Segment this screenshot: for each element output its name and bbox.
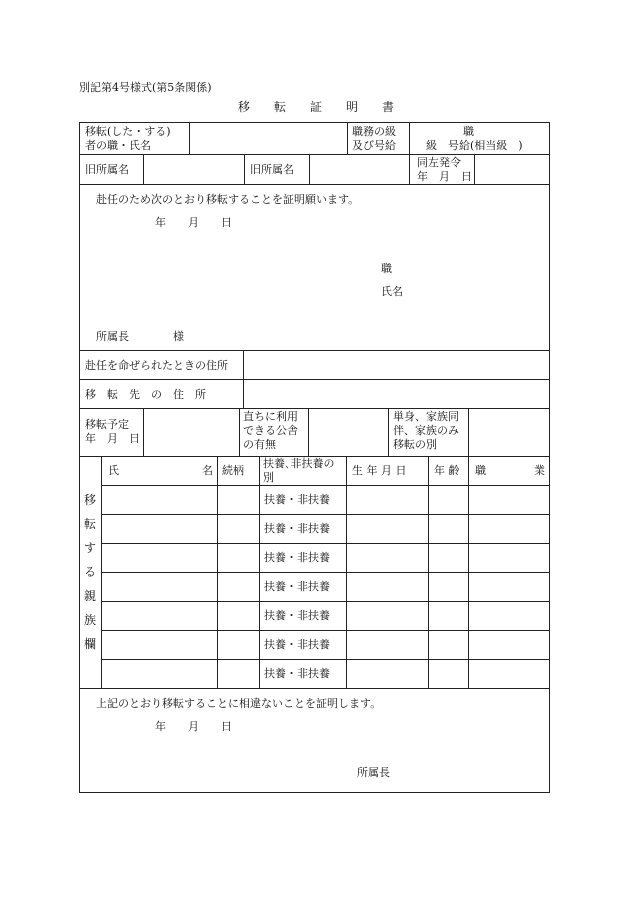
divider: [409, 154, 410, 184]
header-birthdate: 生 年 月 日: [352, 464, 407, 477]
divider: [79, 350, 550, 351]
header-relation: 続柄: [222, 464, 244, 477]
request-position: 職: [381, 262, 392, 275]
divider: [474, 154, 475, 184]
divider: [101, 630, 550, 631]
document-title: 移 転 証 明 書: [238, 100, 395, 114]
grade-value-line2: 級 号給(相当級 ): [426, 139, 523, 152]
header-name-2: 名: [202, 464, 213, 477]
divider: [101, 601, 550, 602]
dependent-cell: 扶養・非扶養: [264, 580, 330, 593]
grade-label-line1: 職務の級: [352, 125, 396, 138]
mover-label-line1: 移転(した・する): [85, 125, 171, 138]
request-text: 赴任のため次のとおり移転することを証明願います。: [96, 193, 360, 206]
appointment-date-label-line1: 同左発令: [417, 156, 461, 169]
divider: [189, 122, 190, 154]
header-occupation-2: 業: [534, 464, 545, 477]
appointment-date-label-line2: 年 月 日: [417, 170, 472, 183]
divider: [79, 184, 550, 185]
header-name-1: 氏: [108, 464, 119, 477]
form-number: 別記第4号様式(第5条関係): [79, 81, 212, 94]
dependent-cell: 扶養・非扶養: [264, 609, 330, 622]
header-dependent-line1: 扶養､非扶養の: [263, 457, 335, 470]
grade-value-line1: 職: [463, 125, 474, 138]
family-move-label-line3: 移転の別: [393, 438, 437, 451]
mover-label-line2: 者の職・氏名: [85, 139, 151, 152]
header-dependent-line2: 別: [263, 471, 274, 484]
family-section-char: 転: [83, 517, 96, 531]
header-age: 年 齢: [434, 464, 460, 477]
family-section-char: す: [83, 541, 96, 555]
divider: [143, 408, 144, 456]
certification-signer: 所属長: [357, 766, 390, 779]
divider: [244, 154, 245, 184]
divider: [308, 408, 309, 456]
divider: [101, 659, 550, 660]
assigned-address-label: 赴任を命ぜられたときの住所: [85, 359, 228, 372]
dependent-cell: 扶養・非扶養: [264, 638, 330, 651]
divider: [346, 456, 347, 688]
request-date: 年 月 日: [155, 216, 232, 229]
planned-date-label-line1: 移転予定: [85, 418, 129, 431]
certification-text: 上記のとおり移転することに相違ないことを証明します。: [96, 697, 382, 710]
divider: [243, 350, 244, 408]
divider: [101, 543, 550, 544]
divider: [409, 122, 410, 154]
divider: [101, 572, 550, 573]
divider: [79, 688, 550, 689]
dependent-cell: 扶養・非扶養: [264, 667, 330, 680]
housing-label-line2: できる公舎: [243, 424, 298, 437]
divider: [468, 408, 469, 456]
divider: [347, 122, 348, 154]
housing-label-line3: の有無: [243, 438, 276, 451]
dependent-cell: 扶養・非扶養: [264, 493, 330, 506]
family-section-char: 欄: [83, 637, 96, 651]
family-section-char: 移: [83, 493, 96, 507]
divider: [101, 456, 102, 688]
certification-date: 年 月 日: [155, 720, 232, 733]
former-affiliation-label-2: 旧所属名: [250, 163, 294, 176]
divider: [239, 408, 240, 456]
divider: [143, 154, 144, 184]
family-section-char: 親: [83, 589, 96, 603]
divider: [79, 154, 550, 155]
family-section-char: 族: [83, 613, 96, 627]
divider: [79, 408, 550, 409]
housing-label-line1: 直ちに利用: [243, 410, 298, 423]
divider: [101, 514, 550, 515]
dependent-cell: 扶養・非扶養: [264, 551, 330, 564]
request-name: 氏名: [381, 285, 403, 298]
family-section-label: [82, 488, 98, 656]
divider: [428, 456, 429, 688]
divider: [79, 379, 550, 380]
family-section-char: る: [83, 565, 96, 579]
divider: [259, 456, 260, 688]
family-move-label-line2: 伴、家族のみ: [393, 424, 459, 437]
planned-date-label-line2: 年 月 日: [85, 432, 140, 445]
dependent-cell: 扶養・非扶養: [264, 522, 330, 535]
header-occupation-1: 職: [475, 464, 486, 477]
family-move-label-line1: 単身、家族同: [393, 410, 459, 423]
divider: [217, 456, 218, 688]
divider: [388, 408, 389, 456]
former-affiliation-label: 旧所属名: [85, 163, 129, 176]
divider: [309, 154, 310, 184]
divider: [468, 456, 469, 688]
request-addressee: 所属長 様: [96, 330, 184, 343]
grade-label-line2: 及び号給: [352, 139, 396, 152]
new-address-label: 移 転 先 の 住 所: [85, 388, 206, 401]
divider: [101, 485, 550, 486]
